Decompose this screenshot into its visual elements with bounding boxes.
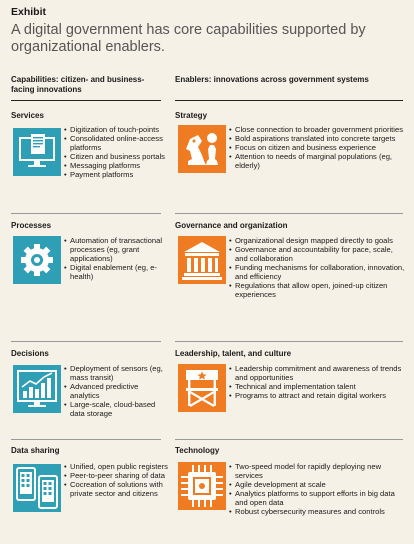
processes-bullet-list (64, 236, 168, 281)
list-item: • Focus on citizen and business experience (229, 143, 405, 152)
list-item: • Large-scale, cloud-based data storage (64, 400, 168, 418)
phones-sharing-icon (13, 464, 61, 512)
section-title-data-sharing: Data sharing (11, 446, 60, 455)
capabilities-column-heading: Capabilities: citizen- and business-facing innovations (11, 75, 145, 94)
section-title-governance: Governance and organization (175, 221, 288, 230)
list-item: • Analytics platforms to support efforts in big data and open data (229, 489, 405, 507)
gear-icon (13, 236, 61, 284)
list-item: • Citizen and business portals (64, 152, 168, 161)
list-item: • Close connection to broader government priorities (229, 125, 405, 134)
list-item: • Regulations that allow open, joined-up citizen experiences (229, 281, 405, 299)
list-item: • Agile development at scale (229, 480, 405, 489)
leadership-bullet-list (229, 364, 405, 400)
list-item: • Digital enablement (eg, e-health) (64, 263, 168, 281)
services-bullet-list (64, 125, 168, 179)
list-item: • Cocreation of solutions with private sector and citizens (64, 480, 168, 498)
section-title-strategy: Strategy (175, 111, 208, 120)
section-divider (175, 341, 403, 342)
section-divider (175, 213, 403, 214)
list-item: • Technical and implementation talent (229, 382, 405, 391)
section-title-technology: Technology (175, 446, 220, 455)
list-item: • Peer-to-peer sharing of data (64, 471, 168, 480)
list-item: • Digitization of touch-points (64, 125, 168, 134)
chess-pieces-icon (178, 125, 226, 173)
list-item: • Two-speed model for rapidly deploying new services (229, 462, 405, 480)
section-title-processes: Processes (11, 221, 52, 230)
section-divider (175, 439, 403, 440)
headline: A digital government has core capabilities supported by organizational enablers. (11, 22, 366, 55)
list-item: • Unified, open public registers (64, 462, 168, 471)
section-divider (11, 439, 161, 440)
monitor-document-icon (13, 128, 61, 176)
strategy-bullet-list (229, 125, 405, 170)
enablers-column-heading: Enablers: innovations across government systems (175, 75, 369, 84)
list-item: • Leadership commitment and awareness of trends and opportunities (229, 364, 405, 382)
list-item: • Governance and accountability for pace, scale, and collaboration (229, 245, 405, 263)
list-item: • Robust cybersecurity measures and controls (229, 507, 405, 516)
governance-bullet-list (229, 236, 405, 299)
data-sharing-bullet-list (64, 462, 168, 498)
list-item: • Deployment of sensors (eg, mass transit) (64, 364, 168, 382)
directors-chair-icon (178, 364, 226, 412)
decisions-bullet-list (64, 364, 168, 418)
enablers-heading-rule (175, 100, 403, 101)
list-item: • Payment platforms (64, 170, 168, 179)
list-item: • Programs to attract and retain digital workers (229, 391, 405, 400)
section-divider (11, 341, 161, 342)
government-building-icon (178, 236, 226, 284)
bar-chart-icon (13, 365, 61, 413)
capabilities-heading-rule (11, 100, 161, 101)
list-item: • Automation of transactional processes (eg, grant applications) (64, 236, 168, 263)
list-item: • Advanced predictive analytics (64, 382, 168, 400)
technology-bullet-list (229, 462, 405, 516)
list-item: • Attention to needs of marginal populations (eg, elderly) (229, 152, 405, 170)
section-divider (11, 213, 161, 214)
section-title-leadership: Leadership, talent, and culture (175, 349, 292, 358)
list-item: • Messaging platforms (64, 161, 168, 170)
section-title-services: Services (11, 111, 44, 120)
list-item: • Organizational design mapped directly to goals (229, 236, 405, 245)
list-item: • Consolidated online-access platforms (64, 134, 168, 152)
section-title-decisions: Decisions (11, 349, 49, 358)
list-item: • Bold aspirations translated into concrete targets (229, 134, 405, 143)
list-item: • Funding mechanisms for collaboration, innovation, and efficiency (229, 263, 405, 281)
exhibit-label: Exhibit (11, 6, 47, 18)
microchip-icon (178, 462, 226, 510)
